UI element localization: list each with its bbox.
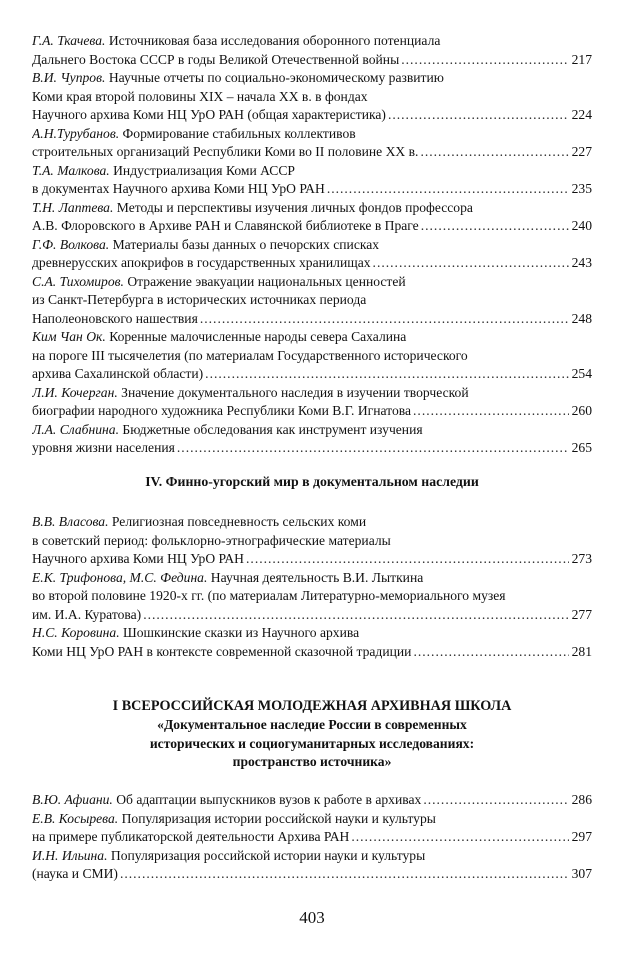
toc-entry-title: во второй половине 1920-х гг. (по материалам Литературно-мемориального музея xyxy=(32,588,506,603)
page-number: 403 xyxy=(299,908,325,927)
toc-entry xyxy=(32,69,592,125)
toc-entry-page: 265 xyxy=(571,440,592,455)
dot-leader xyxy=(413,402,569,421)
dot-leader xyxy=(143,606,568,625)
toc-entry-title: Научные отчеты по социально-экономическому развитию xyxy=(108,70,444,85)
toc-entry-title: уровня жизни населения xyxy=(32,440,175,455)
archive-school-heading xyxy=(0,697,624,772)
toc-entry-line xyxy=(32,513,592,532)
section-4-heading: IV. Финно-угорский мир в документальном наследии xyxy=(145,474,479,489)
toc-entry-line xyxy=(32,32,592,51)
toc-entry xyxy=(32,624,592,661)
toc-entry-title: А.В. Флоровского в Архиве РАН и Славянской библиотеке в Праге xyxy=(32,218,419,233)
dot-leader xyxy=(401,51,568,70)
toc-entry-line xyxy=(32,384,592,403)
dot-leader xyxy=(373,254,569,273)
toc-entry-line xyxy=(32,291,592,310)
toc-entry-title: Материалы базы данных о печорских списках xyxy=(112,236,380,252)
toc-entry-title: Отражение эвакуации национальных ценностей xyxy=(127,273,406,289)
toc-school-section xyxy=(32,791,592,884)
toc-entry-line xyxy=(32,180,592,199)
toc-entry-page: 273 xyxy=(571,551,592,566)
toc-entry-line xyxy=(32,88,592,107)
toc-entry-line xyxy=(32,273,592,292)
toc-entry-line xyxy=(32,421,592,440)
toc-entry-line xyxy=(32,865,592,884)
toc-entry-page: 227 xyxy=(571,144,592,159)
toc-entry-line xyxy=(32,828,592,847)
toc-entry xyxy=(32,847,592,884)
toc-entry-title: Значение документального наследия в изучении творческой xyxy=(121,384,469,400)
dot-leader xyxy=(423,791,568,810)
toc-entry-title: древнерусских апокрифов в государственных хранилищах xyxy=(32,255,371,270)
toc-entry-title: Формирование стабильных коллективов xyxy=(122,125,356,141)
toc-entry-title: Коренные малочисленные народы севера Сахалина xyxy=(109,329,407,344)
toc-entry-page: 248 xyxy=(571,310,592,326)
toc-entry-author: С.А. Тихомиров. xyxy=(32,273,124,289)
toc-entry-author: Г.А. Ткачева. xyxy=(32,33,106,48)
toc-entry-title: Индустриализация Коми АССР xyxy=(113,162,295,178)
toc-entry-page: 235 xyxy=(571,181,592,196)
toc-entry-page: 286 xyxy=(571,792,592,807)
toc-entry-author: И.Н. Ильина. xyxy=(32,847,108,863)
toc-entry-author: Ким Чан Ок. xyxy=(32,329,106,344)
toc-entry-line xyxy=(32,365,592,384)
dot-leader xyxy=(327,180,569,199)
toc-section-3 xyxy=(32,32,592,458)
toc-entry-line xyxy=(32,143,592,162)
toc-entry xyxy=(32,125,592,162)
toc-entry-title: архива Сахалинской области) xyxy=(32,366,204,381)
toc-entry xyxy=(32,199,592,236)
school-subtitle-line: исторических и социогуманитарных исследованиях: xyxy=(149,735,475,751)
toc-entry-title: на примере публикаторской деятельности Архива РАН xyxy=(32,829,350,844)
dot-leader xyxy=(177,439,569,458)
toc-entry-line xyxy=(32,51,592,70)
toc-entry-line xyxy=(32,402,592,421)
toc-entry-title: Дальнего Востока СССР в годы Великой Отечественной войны xyxy=(32,51,400,67)
toc-entry-title: Популяризация истории российской науки и культуры xyxy=(121,810,436,826)
toc-entry-title: Бюджетные обследования как инструмент изучения xyxy=(122,421,423,437)
toc-entry-title: Научного архива Коми НЦ УрО РАН xyxy=(32,551,245,566)
toc-entry-line xyxy=(32,217,592,236)
toc-entry-line xyxy=(32,199,592,218)
toc-entry-line xyxy=(32,643,592,662)
toc-entry-line xyxy=(32,569,592,588)
toc-entry-page: 240 xyxy=(571,218,592,233)
toc-entry-title: Методы и перспективы изучения личных фондов профессора xyxy=(116,199,473,215)
dot-leader xyxy=(388,106,569,125)
toc-entry-line xyxy=(32,791,592,810)
toc-entry-title: Об адаптации выпускников вузов к работе в архивах xyxy=(116,792,422,807)
toc-entry-page: 307 xyxy=(571,866,592,881)
toc-entry-page: 224 xyxy=(571,107,592,122)
toc-entry-line xyxy=(32,587,592,606)
toc-entry xyxy=(32,513,592,569)
toc-entry-author: Е.В. Косырева. xyxy=(32,810,119,826)
toc-entry-title: в советский период: фольклорно-этнографические материалы xyxy=(32,532,391,548)
toc-entry-line xyxy=(32,106,592,125)
toc-entry-page: 281 xyxy=(571,643,592,659)
toc-entry xyxy=(32,810,592,847)
toc-entry-page: 243 xyxy=(571,255,592,270)
toc-entry-line xyxy=(32,347,592,366)
toc-entry-author: Н.С. Коровина. xyxy=(32,625,120,640)
toc-entry xyxy=(32,569,592,625)
toc-entry-line xyxy=(32,606,592,625)
toc-entry-page: 297 xyxy=(571,829,592,844)
toc-entry-line xyxy=(32,624,592,643)
toc-entry-line xyxy=(32,69,592,88)
toc-entry xyxy=(32,32,592,69)
toc-entry-line xyxy=(32,328,592,347)
toc-entry-line xyxy=(32,810,592,829)
dot-leader xyxy=(413,643,568,662)
dot-leader xyxy=(205,365,568,384)
toc-entry-title: на пороге III тысячелетия (по материалам Государственного исторического xyxy=(32,347,468,363)
toc-entry-title: в документах Научного архива Коми НЦ УрО РАН xyxy=(32,181,325,196)
toc-entry-title: Научная деятельность В.И. Лыткина xyxy=(210,569,424,585)
toc-entry-author: Т.Н. Лаптева. xyxy=(32,199,114,215)
toc-entry-line xyxy=(32,254,592,273)
toc-entry-title: Шошкинские сказки из Научного архива xyxy=(123,625,360,640)
toc-entry-line xyxy=(32,162,592,181)
toc-entry-title: Коми НЦ УрО РАН в контексте современной сказочной традиции xyxy=(32,643,412,659)
toc-entry-line xyxy=(32,439,592,458)
toc-entry xyxy=(32,328,592,384)
dot-leader xyxy=(120,865,569,884)
toc-entry xyxy=(32,162,592,199)
toc-entry-title: Научного архива Коми НЦ УрО РАН (общая характеристика) xyxy=(32,107,386,122)
dot-leader xyxy=(420,143,568,162)
toc-entry-author: Е.К. Трифонова, М.С. Федина. xyxy=(32,569,208,585)
dot-leader xyxy=(351,828,568,847)
toc-entry-line xyxy=(32,236,592,255)
toc-entry-author: Т.А. Малкова. xyxy=(32,162,110,178)
toc-entry-author: Л.А. Слабнина. xyxy=(32,421,119,437)
toc-entry-line xyxy=(32,125,592,144)
toc-entry-title: Популяризация российской истории науки и культуры xyxy=(110,847,426,863)
toc-entry-page: 260 xyxy=(571,403,592,418)
toc-entry-title: Коми края второй половины XIX – начала XX в. в фондах xyxy=(32,88,368,104)
toc-entry-title: Наполеоновского нашествия xyxy=(32,310,198,326)
toc-entry-line xyxy=(32,310,592,329)
toc-entry-page: 277 xyxy=(571,606,592,622)
toc-entry-title: биографии народного художника Республики Коми В.Г. Игнатова xyxy=(32,403,412,418)
toc-entry-title: им. И.А. Куратова) xyxy=(32,606,142,622)
toc-entry-page: 254 xyxy=(571,366,592,381)
toc-entry xyxy=(32,384,592,421)
toc-entry xyxy=(32,421,592,458)
toc-entry-page: 217 xyxy=(571,51,592,67)
toc-entry-title: из Санкт-Петербурга в исторических источниках периода xyxy=(32,292,367,307)
dot-leader xyxy=(200,310,569,329)
school-subtitle-line: «Документальное наследие России в современных xyxy=(157,717,467,732)
toc-entry-author: В.В. Власова. xyxy=(32,514,109,529)
school-subtitle-line: пространство источника» xyxy=(232,754,392,769)
toc-entry-title: Религиозная повседневность сельских коми xyxy=(111,514,367,529)
toc-entry-author: Л.И. Кочерган. xyxy=(32,384,118,400)
toc-entry-title: строительных организаций Республики Коми во II половине XX в. xyxy=(32,144,419,159)
toc-entry-author: В.Ю. Афиани. xyxy=(32,792,113,807)
dot-leader xyxy=(421,217,569,236)
toc-entry-author: В.И. Чупров. xyxy=(32,70,106,85)
toc-entry xyxy=(32,791,592,810)
toc-section-4 xyxy=(32,513,592,661)
toc-entry-author: А.Н.Турубанов. xyxy=(32,125,120,141)
toc-entry-line xyxy=(32,532,592,551)
toc-entry xyxy=(32,236,592,273)
toc-entry-line xyxy=(32,847,592,866)
toc-entry-title: (наука и СМИ) xyxy=(32,866,118,881)
school-title: I ВСЕРОССИЙСКАЯ МОЛОДЕЖНАЯ АРХИВНАЯ ШКОЛА xyxy=(112,698,512,714)
toc-entry-author: Г.Ф. Волкова. xyxy=(32,236,110,252)
toc-entry-line xyxy=(32,550,592,569)
toc-entry xyxy=(32,273,592,329)
dot-leader xyxy=(246,550,569,569)
toc-entry-title: Источниковая база исследования оборонного потенциала xyxy=(108,33,441,48)
